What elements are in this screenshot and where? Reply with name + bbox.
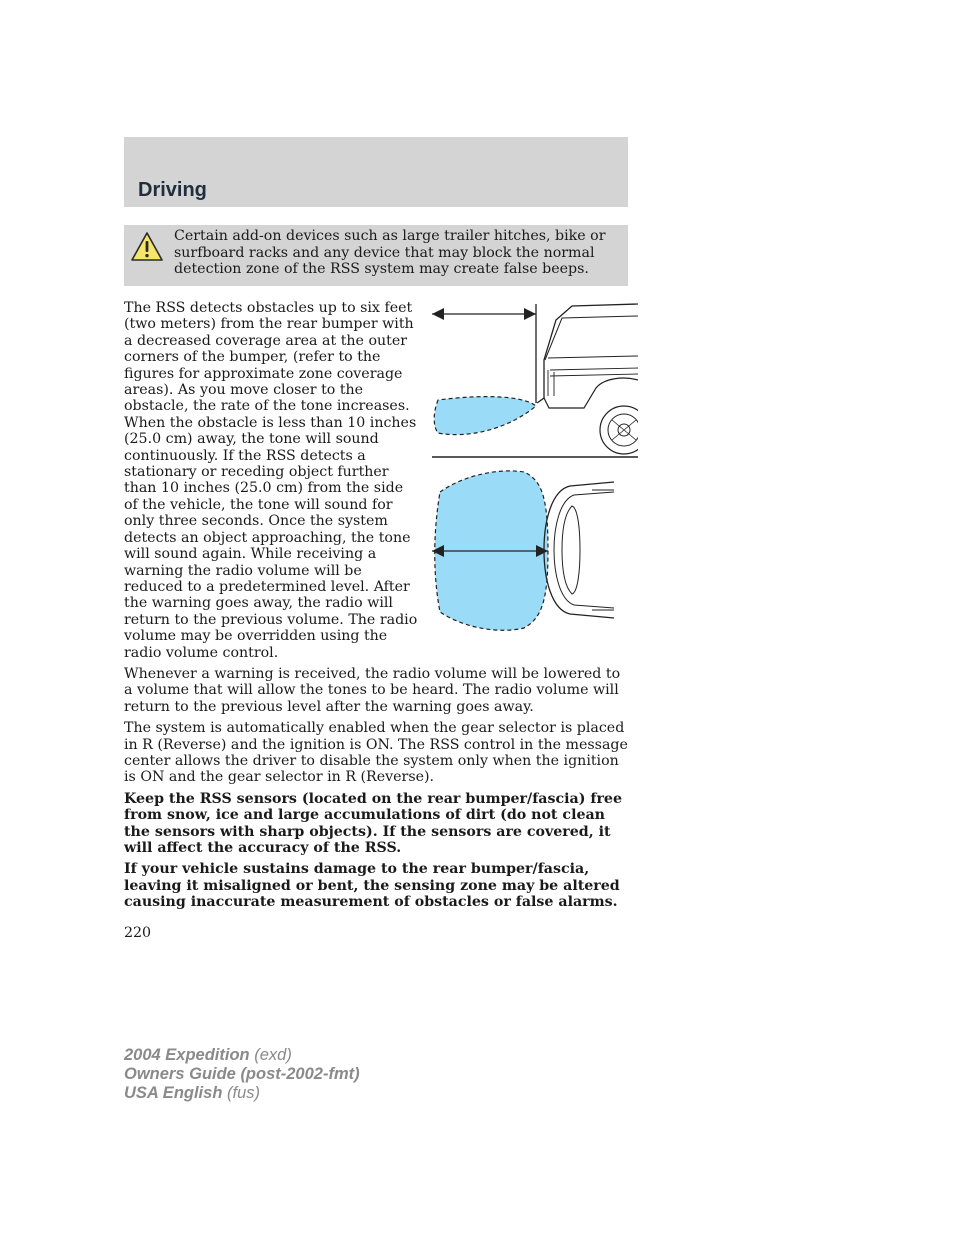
vehicle-rear-side-view [432,304,638,457]
paragraph-radio-volume: Whenever a warning is received, the radio volume will be lowered to a volume that will allow the tones to be heard. The radio volume will return to the previous level after the warning goes away. [124,665,621,715]
warning-triangle-icon [130,230,164,264]
footer-line-3 [124,1084,360,1103]
footer-model: 2004 Expedition [124,1046,250,1064]
paragraph-system-enable: The system is automatically enabled when the gear selector is placed in R (Reverse) and the ignition is ON. The RSS control in the message center allows the driver to disable the system only when the ignition is ON and the gear selector in R (Reverse). [124,720,628,786]
footer-language-code: (fus) [227,1084,260,1102]
section-header-band [124,137,628,207]
page-number: 220 [124,925,152,941]
warning-box [124,225,628,286]
footer-model-code: (exd) [254,1046,292,1064]
warning-text: Certain add-on devices such as large trailer hitches, bike or surfboard racks and any device that may block the normal detection zone of the RSS system may create false beeps. [174,228,606,278]
footer-line-1 [124,1046,360,1065]
document-footer [124,1046,360,1103]
rss-zone-figure [424,300,638,642]
paragraph-sensor-care: Keep the RSS sensors (located on the rear bumper/fascia) free from snow, ice and large accumulations of dirt (do not clean the sensors with sharp objects). If the sensors are covered, it will affect the accuracy of the RSS. [124,790,622,856]
vehicle-rear-top-view [432,471,614,630]
footer-line-2 [124,1065,360,1084]
footer-language: USA English [124,1084,223,1102]
section-title: Driving [138,179,207,201]
paragraph-rss-detection: The RSS detects obstacles up to six feet (two meters) from the rear bumper with a decreased coverage area at the outer corners of the bumper, (refer to the figures for approximate zone coverage areas). As you move closer to the obstacle, the rate of the tone increases. When the obstacle is less than 10 inches (25.0 cm) away, the tone will sound continuously. If the RSS detects a stationary or receding object further than 10 inches (25.0 cm) from the side of the vehicle, the tone will sound for only three seconds. Once the system detects an object approaching, the tone will sound again. While receiving a warning the radio volume will be reduced to a predetermined level. After the warning goes away, the radio will return to the previous volume. The radio volume may be overridden using the radio volume control. [124,300,418,661]
footer-guide: Owners Guide (post-2002-fmt) [124,1065,360,1083]
rss-zone-side [434,397,536,435]
paragraph-bumper-damage: If your vehicle sustains damage to the rear bumper/fascia, leaving it misaligned or bent, the sensing zone may be altered causing inaccurate measurement of obstacles or false alarms. [124,861,620,911]
body-text [124,300,628,916]
